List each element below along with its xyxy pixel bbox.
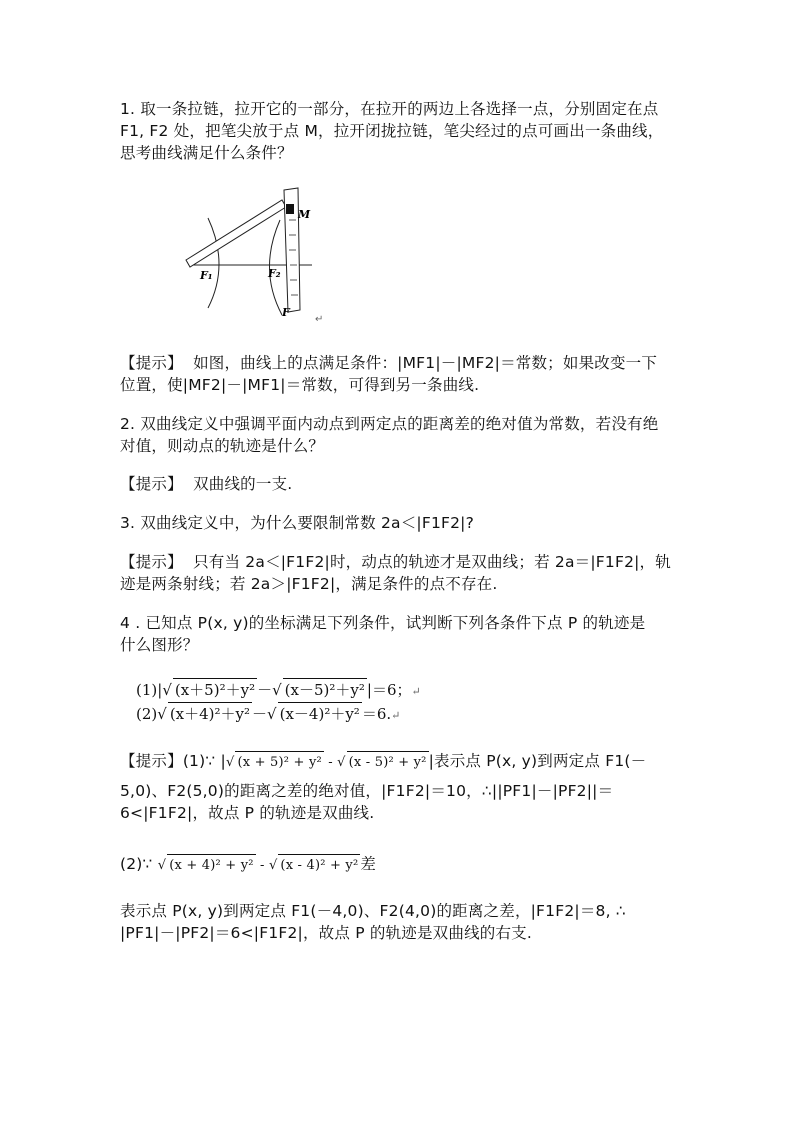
hint-4-part-2: (2)∵ √ (x + 4)² + y² - √ (x - 4)² + y² 差 xyxy=(120,853,680,877)
label-f1: F₁ xyxy=(200,269,213,282)
hint4-line2: 5,0)、F2(5,0)的距离之差的绝对值，|F1F2|＝10，∴||PF1|－|PF2||＝ xyxy=(120,782,614,800)
hint-2 xyxy=(120,473,680,495)
question-3: 3. 双曲线定义中，为什么要限制常数 2a＜|F1F2|? xyxy=(120,514,475,532)
pen-tip xyxy=(286,204,294,214)
hint4-root-2: (x - 5)² + y² xyxy=(347,751,429,774)
formula-2: (2)√ (x＋4)²＋y² －√ (x－4)²＋y² ＝6.↵ xyxy=(136,702,400,724)
hint3-line2: 迹是两条射线；若 2a＞|F1F2|，满足条件的点不存在. xyxy=(120,575,498,593)
hint4-line3: 6<|F1F2|，故点 P 的轨迹是双曲线. xyxy=(120,804,375,822)
question-2 xyxy=(120,413,680,457)
label-m: M xyxy=(298,208,311,221)
hint-label: 【提示】 xyxy=(120,553,183,571)
hint4-line5: 表示点 P(x, y)到两定点 F1(－4,0)、F2(4,0)的距离之差，|F1F2|＝8, ∴ xyxy=(120,902,626,920)
formula-1-root-1: (x＋5)²＋y² xyxy=(173,678,257,700)
q2-line1: 2. 双曲线定义中强调平面内动点到两定点的距离差的绝对值为常数，若没有绝 xyxy=(120,415,659,433)
hint3-line1: 只有当 2a＜|F1F2|时，动点的轨迹才是双曲线；若 2a＝|F1F2|，轨 xyxy=(193,553,671,571)
hint-3 xyxy=(120,551,680,595)
hint1-line2: 位置，使|MF2|－|MF1|＝常数，可得到另一条曲线. xyxy=(120,376,480,394)
formula-1: (1)|√ (x＋5)²＋y² －√ (x－5)²＋y² |＝6；↵ xyxy=(136,678,421,700)
q2-line2: 对值，则动点的轨迹是什么？ xyxy=(120,437,325,455)
hint-1 xyxy=(120,352,680,396)
q1-line3: 思考曲线满足什么条件？ xyxy=(120,144,293,162)
label-f: F xyxy=(282,306,290,319)
question-1 xyxy=(120,98,680,164)
q4-line2: 什么图形？ xyxy=(120,636,199,654)
hint2-text: 双曲线的一支. xyxy=(193,475,293,493)
hint4-root-1: (x + 5)² + y² xyxy=(235,751,323,774)
hint-4-part-1: 【提示】(1)∵ |√ (x + 5)² + y² - √ (x - 5)² + y² |表示点 P(x, y)到两定点 F1(－ 5,0)、F2(5,0)的距离之差的绝对值，|F1F2|＝10，∴||PF1|－|PF2||＝ 6<|F1F2|，故点 P 的轨迹是双曲线. xyxy=(120,750,680,824)
hint4-root-3: (x + 4)² + y² xyxy=(167,854,255,877)
q4-line1: 4 . 已知点 P(x, y)的坐标满足下列条件，试判断下列各条件下点 P 的轨迹是 xyxy=(120,614,646,632)
hint4-root-4: (x - 4)² + y² xyxy=(278,854,360,877)
formula-2-root-1: (x＋4)²＋y² xyxy=(168,702,252,724)
hint-4-part-3 xyxy=(120,900,680,944)
formula-1-root-2: (x－5)²＋y² xyxy=(283,678,367,700)
formula-2-root-2: (x－4)²＋y² xyxy=(278,702,362,724)
hint-label: 【提示】 xyxy=(120,354,183,372)
question-4 xyxy=(120,612,680,656)
q1-line1: 1. 取一条拉链，拉开它的一部分，在拉开的两边上各选择一点，分别固定在点 xyxy=(120,100,659,118)
ruler-left xyxy=(186,200,286,267)
hint4-line6: |PF1|－|PF2|＝6<|F1F2|，故点 P 的轨迹是双曲线的右支. xyxy=(120,924,533,942)
figure-return-mark: ↵ xyxy=(315,314,324,325)
zipper-hyperbola-figure xyxy=(180,180,340,325)
label-f2: F₂ xyxy=(268,267,281,280)
hint-label: 【提示】 xyxy=(120,752,183,770)
hint-label: 【提示】 xyxy=(120,475,183,493)
q1-line2: F1, F2 处，把笔尖放于点 M，拉开闭拢拉链，笔尖经过的点可画出一条曲线， xyxy=(120,122,664,140)
left-branch-curve xyxy=(208,218,219,308)
hint1-line1: 如图，曲线上的点满足条件：|MF1|－|MF2|＝常数；如果改变一下 xyxy=(193,354,658,372)
